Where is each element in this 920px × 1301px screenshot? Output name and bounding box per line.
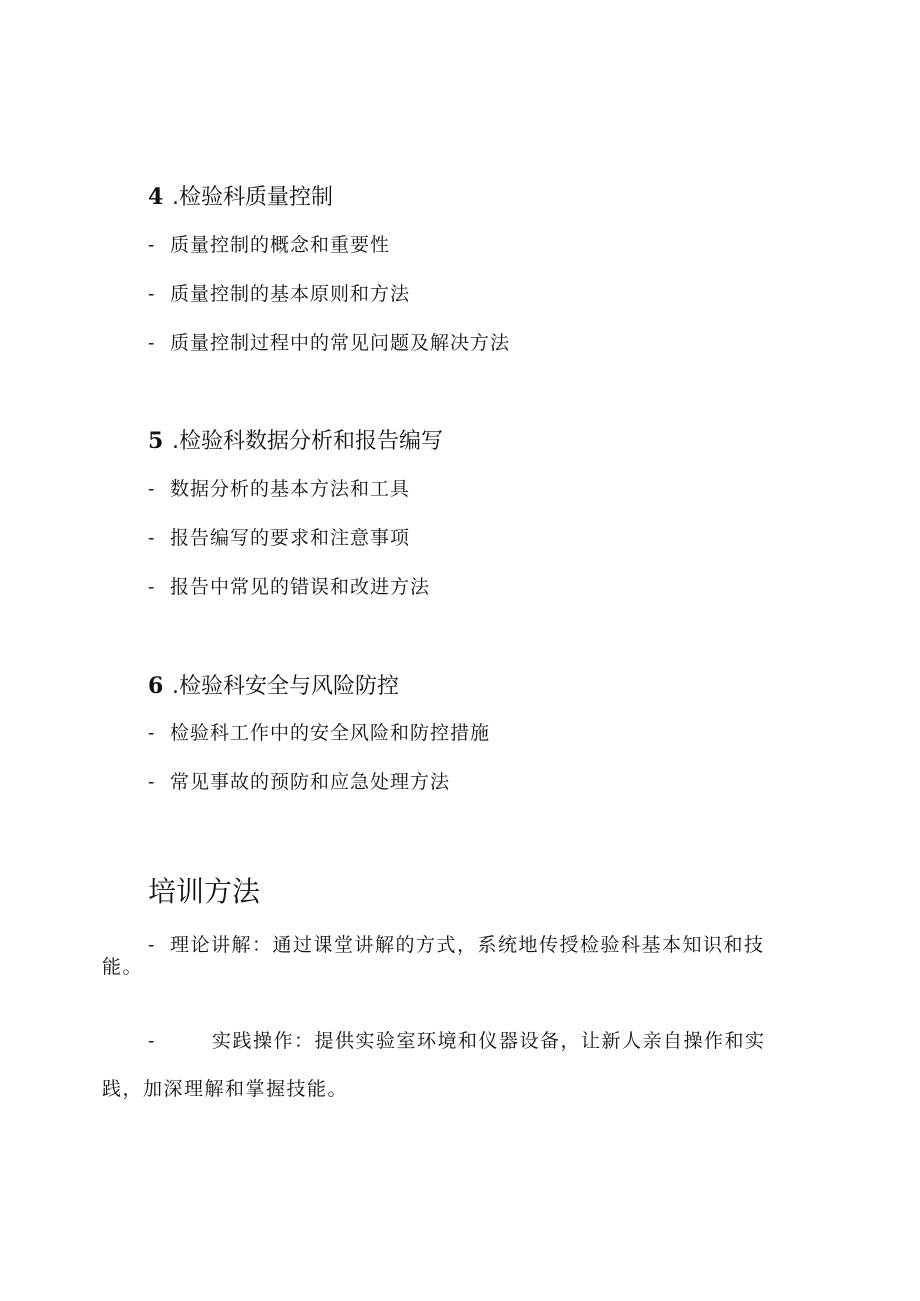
list-item	[148, 474, 410, 501]
dash-marker: -	[148, 332, 156, 354]
section-number: 6	[148, 673, 164, 699]
list-item-text: 质量控制的概念和重要性	[170, 234, 391, 256]
section-heading-6	[148, 669, 399, 700]
dash-marker: -	[148, 722, 156, 744]
list-item	[148, 328, 510, 355]
dash-marker: -	[148, 283, 156, 305]
section-number: 4	[148, 184, 164, 210]
paragraph-text: 理论讲解：通过课堂讲解的方式，系统地传授检验科基本知识和技	[170, 934, 765, 956]
paragraph-text: 实践操作：提供实验室环境和仪器设备，让新人亲自操作和实	[212, 1030, 766, 1052]
list-item-text: 常见事故的预防和应急处理方法	[170, 771, 451, 793]
paragraph-line	[148, 930, 765, 957]
list-item	[148, 718, 490, 745]
training-title: 培训方法	[148, 875, 261, 908]
dash-marker: -	[148, 234, 156, 256]
paragraph-line	[148, 1026, 766, 1053]
dash-marker: -	[148, 576, 156, 598]
section-title: .检验科质量控制	[172, 185, 333, 210]
list-item	[148, 279, 410, 306]
list-item-text: 报告中常见的错误和改进方法	[170, 576, 431, 598]
section-heading-5	[148, 424, 443, 455]
list-item	[148, 767, 450, 794]
list-item	[148, 572, 430, 599]
list-item-text: 数据分析的基本方法和工具	[170, 478, 411, 500]
section-heading-4	[148, 180, 333, 211]
section-number: 5	[148, 428, 164, 454]
dash-marker: -	[148, 1030, 156, 1052]
dash-marker: -	[148, 934, 156, 956]
section-title: .检验科安全与风险防控	[172, 674, 399, 699]
section-title: .检验科数据分析和报告编写	[172, 429, 443, 454]
list-item	[148, 523, 410, 550]
list-item	[148, 230, 390, 257]
list-item-text: 报告编写的要求和注意事项	[170, 527, 411, 549]
dash-marker: -	[148, 771, 156, 793]
list-item-text: 检验科工作中的安全风险和防控措施	[170, 722, 491, 744]
dash-marker: -	[148, 478, 156, 500]
list-item-text: 质量控制过程中的常见问题及解决方法	[170, 332, 511, 354]
dash-marker: -	[148, 527, 156, 549]
paragraph-line: 能。	[102, 956, 144, 978]
paragraph-line: 践，加深理解和掌握技能。	[102, 1078, 349, 1100]
list-item-text: 质量控制的基本原则和方法	[170, 283, 411, 305]
